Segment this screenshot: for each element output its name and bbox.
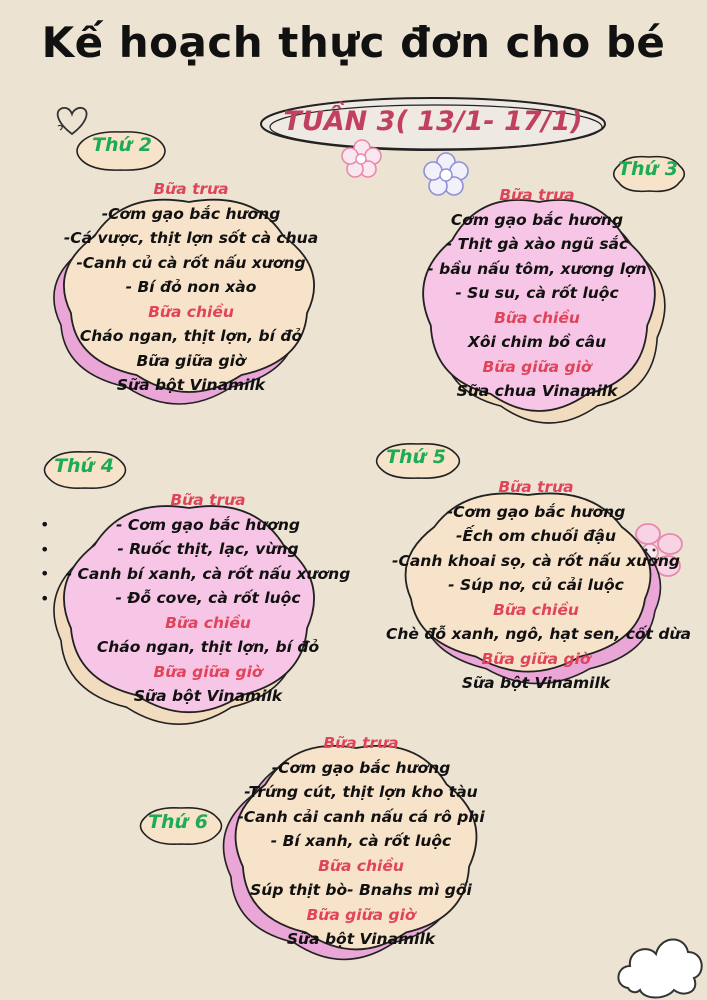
- menu-line: -Cá vược, thịt lợn sốt cà chua: [63, 229, 319, 247]
- menu-line: - bầu nấu tôm, xương lợn: [427, 259, 647, 278]
- menu-line: Bữa giữa giờ: [306, 905, 416, 924]
- thu-2-menu: [46, 177, 336, 398]
- menu-line: - Thịt gà xào ngũ sắc: [445, 235, 629, 253]
- menu-line: - Cơm gạo bắc hương: [116, 515, 300, 534]
- menu-line: Cháo ngan, thịt lợn, bí đỏ: [96, 638, 320, 656]
- menu-line: - Su su, cà rốt luộc: [455, 284, 619, 302]
- menu-line: Bữa trưa: [323, 734, 399, 752]
- menu-line: Bữa giữa giờ: [481, 649, 591, 668]
- menu-line: -Canh củ cà rốt nấu xương: [76, 253, 306, 272]
- menu-line: -Cơm gạo bắc hương: [101, 204, 281, 223]
- page-title: Kế hoạch thực đơn cho bé: [41, 18, 666, 67]
- menu-line: Bữa giữa giờ: [482, 357, 592, 376]
- menu-line: -Ếch om chuối đậu: [455, 527, 617, 545]
- menu-line: Bữa trưa: [153, 180, 229, 198]
- menu-line: - Bí xanh, cà rốt luộc: [270, 832, 452, 850]
- thu-6-menu: [216, 731, 506, 952]
- menu-line: Bữa chiều: [148, 302, 234, 321]
- thu-4-label: Thứ 4: [54, 455, 114, 477]
- menu-line: Súp thịt bò- Bnahs mì gối: [250, 881, 472, 899]
- thu-4-menu: [58, 488, 358, 709]
- menu-line: - Bí đỏ non xào: [125, 278, 257, 296]
- menu-line: Cơm gạo bắc hương: [450, 210, 624, 229]
- menu-line: Sữa bột Vinamilk: [286, 930, 436, 948]
- menu-line: - Súp nơ, củ cải luộc: [448, 576, 624, 594]
- menu-line: -Canh cải canh nấu cá rô phi: [237, 807, 485, 826]
- menu-line: - Canh bí xanh, cà rốt nấu xương: [65, 564, 351, 583]
- menu-line: Sữa bột Vinamilk: [461, 674, 611, 692]
- thu-5-label: Thứ 5: [386, 446, 446, 468]
- menu-line: -Cơm gạo bắc hương: [446, 502, 626, 521]
- menu-line: Sữa chua Vinamilk: [456, 382, 618, 400]
- bullet: •: [40, 588, 50, 608]
- menu-line: Bữa chiều: [165, 613, 251, 632]
- thu-3-menu: [402, 183, 672, 404]
- thu-3-label: Thứ 3: [618, 158, 678, 180]
- thu-2-label: Thứ 2: [92, 134, 152, 156]
- menu-line: Bữa trưa: [499, 186, 575, 204]
- menu-line: Bữa trưa: [498, 478, 574, 496]
- menu-line: Bữa chiều: [318, 856, 404, 875]
- bullet: •: [40, 564, 50, 583]
- menu-line: -Trứng cút, thịt lợn kho tàu: [244, 783, 478, 801]
- bullet: •: [40, 539, 50, 559]
- menu-line: Bữa chiều: [493, 600, 579, 619]
- white-cloud-icon: [614, 918, 707, 1000]
- thu-6-label: Thứ 6: [148, 811, 208, 833]
- week-label: TUẦN 3( 13/1- 17/1): [283, 106, 583, 137]
- thu-5-menu: [386, 475, 691, 696]
- menu-line: Cháo ngan, thịt lợn, bí đỏ: [79, 327, 303, 345]
- week-banner: [253, 94, 613, 156]
- menu-line: - Ruốc thịt, lạc, vừng: [117, 540, 299, 558]
- menu-line: Bữa trưa: [170, 491, 246, 509]
- menu-line: - Đỗ cove, cà rốt luộc: [115, 589, 301, 607]
- menu-line: Bữa giữa giờ: [136, 351, 246, 370]
- menu-line: -Canh khoai sọ, cà rốt nấu xương: [392, 551, 680, 570]
- menu-line: -Cơm gạo bắc hương: [271, 758, 451, 777]
- menu-line: Bữa chiều: [494, 308, 580, 327]
- menu-line: Bữa giữa giờ: [153, 662, 263, 681]
- bullet: •: [40, 515, 50, 534]
- menu-line: Xôi chim bồ câu: [467, 333, 607, 351]
- bullet-list: [40, 513, 49, 611]
- menu-line: Sữa bột Vinamilk: [133, 687, 283, 705]
- menu-line: Sữa bột Vinamilk: [116, 376, 266, 394]
- menu-line: Chè đỗ xanh, ngô, hạt sen, cốt dừa: [386, 625, 691, 643]
